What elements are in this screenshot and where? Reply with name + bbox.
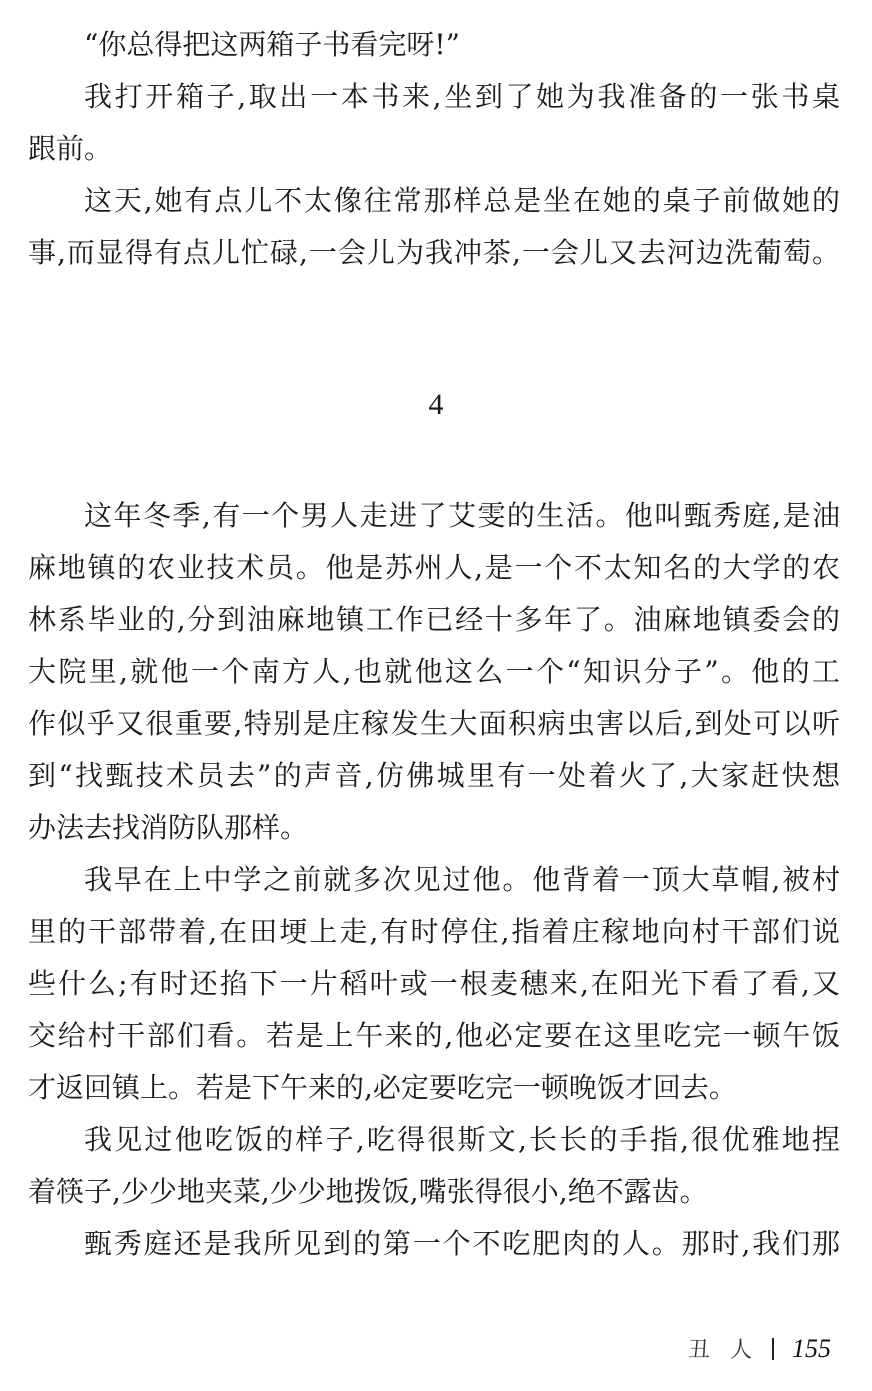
text-line: 事,而显得有点儿忙碌,一会儿为我冲茶,一会儿又去河边洗葡萄。 bbox=[28, 236, 840, 269]
text-block-top bbox=[28, 19, 840, 279]
text-line: 到“找甄技术员去”的声音,仿佛城里有一处着火了,大家赶快想 bbox=[28, 759, 840, 792]
text-block-main bbox=[28, 490, 840, 1270]
text-line: 甄秀庭还是我所见到的第一个不吃肥肉的人。那时,我们那 bbox=[84, 1227, 840, 1260]
text-line: 作似乎又很重要,特别是庄稼发生大面积病虫害以后,到处可以听 bbox=[28, 707, 840, 740]
page-footer bbox=[688, 1333, 831, 1364]
running-title: 丑人 bbox=[688, 1338, 773, 1363]
text-line: 才返回镇上。若是下午来的,必定要吃完一顿晚饭才回去。 bbox=[28, 1071, 737, 1104]
text-line: 我早在上中学之前就多次见过他。他背着一顶大草帽,被村 bbox=[84, 863, 840, 896]
text-line: 办法去找消防队那样。 bbox=[28, 811, 309, 844]
text-line: 跟前。 bbox=[28, 132, 113, 165]
text-line: 麻地镇的农业技术员。他是苏州人,是一个不太知名的大学的农 bbox=[28, 551, 840, 584]
text-line: 这年冬季,有一个男人走进了艾雯的生活。他叫甄秀庭,是油 bbox=[84, 499, 840, 532]
text-line: 林系毕业的,分到油麻地镇工作已经十多年了。油麻地镇委会的 bbox=[28, 603, 840, 636]
section-number: 4 bbox=[428, 388, 444, 421]
text-line: 里的干部带着,在田埂上走,有时停住,指着庄稼地向村干部们说 bbox=[28, 915, 840, 948]
text-line: 些什么;有时还掐下一片稻叶或一根麦穗来,在阳光下看了看,又 bbox=[28, 967, 840, 1000]
text-line: “你总得把这两箱子书看完呀!” bbox=[84, 28, 460, 61]
text-line: 我见过他吃饭的样子,吃得很斯文,长长的手指,很优雅地捏 bbox=[84, 1123, 840, 1156]
text-line: 着筷子,少少地夹菜,少少地拨饭,嘴张得很小,绝不露齿。 bbox=[28, 1175, 708, 1208]
footer-separator bbox=[772, 1338, 774, 1360]
text-line: 这天,她有点儿不太像往常那样总是坐在她的桌子前做她的 bbox=[84, 184, 840, 217]
text-line: 我打开箱子,取出一本书来,坐到了她为我准备的一张书桌 bbox=[84, 80, 840, 113]
text-line: 交给村干部们看。若是上午来的,他必定要在这里吃完一顿午饭 bbox=[28, 1019, 840, 1052]
text-line: 大院里,就他一个南方人,也就他这么一个“知识分子”。他的工 bbox=[28, 655, 840, 688]
page-number: 155 bbox=[792, 1333, 832, 1363]
